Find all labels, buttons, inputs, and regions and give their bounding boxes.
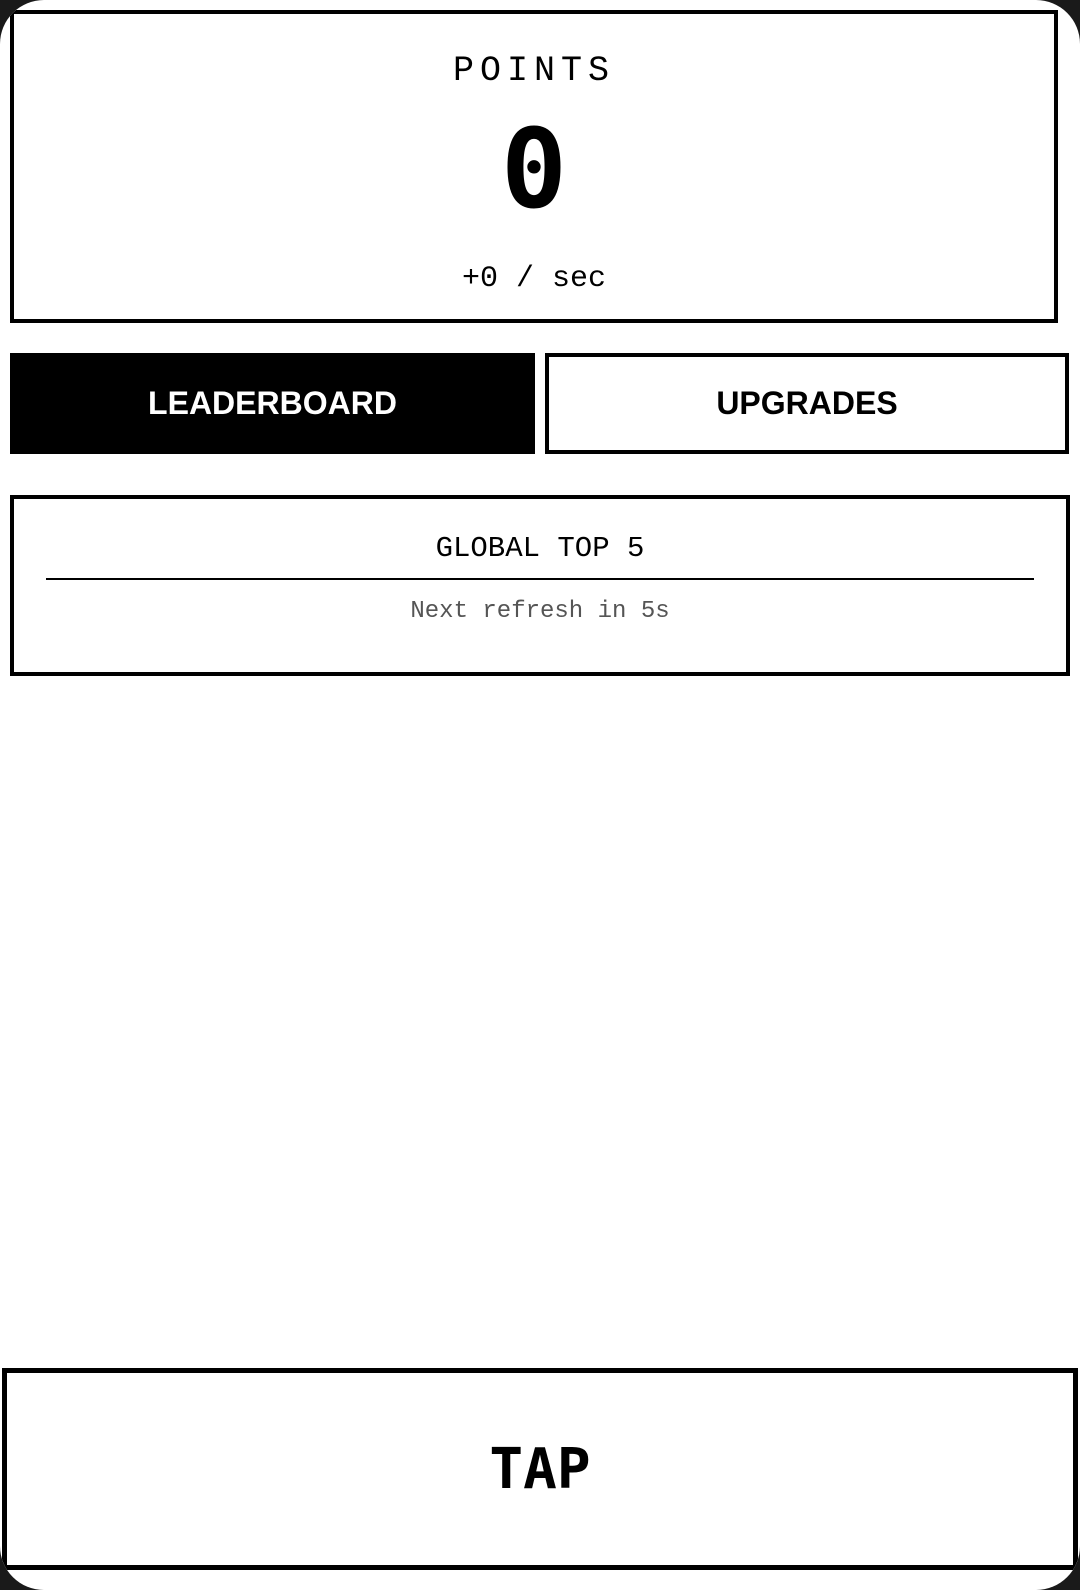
leaderboard-title: GLOBAL TOP 5 [435,532,645,565]
leaderboard-panel [10,495,1070,676]
leaderboard-divider [46,578,1034,580]
tab-upgrades-label: UPGRADES [716,385,898,421]
points-label: POINTS [452,51,616,91]
tab-upgrades[interactable] [545,353,1069,454]
tab-leaderboard-label: LEADERBOARD [148,385,397,421]
points-rate: +0 / sec [461,262,607,296]
tab-leaderboard[interactable] [10,353,535,454]
tap-button[interactable] [2,1368,1078,1570]
points-panel [10,10,1058,323]
leaderboard-refresh-status: Next refresh in 5s [410,598,670,625]
tap-button-label: TAP [489,1436,591,1502]
points-value: 0 [500,105,568,233]
